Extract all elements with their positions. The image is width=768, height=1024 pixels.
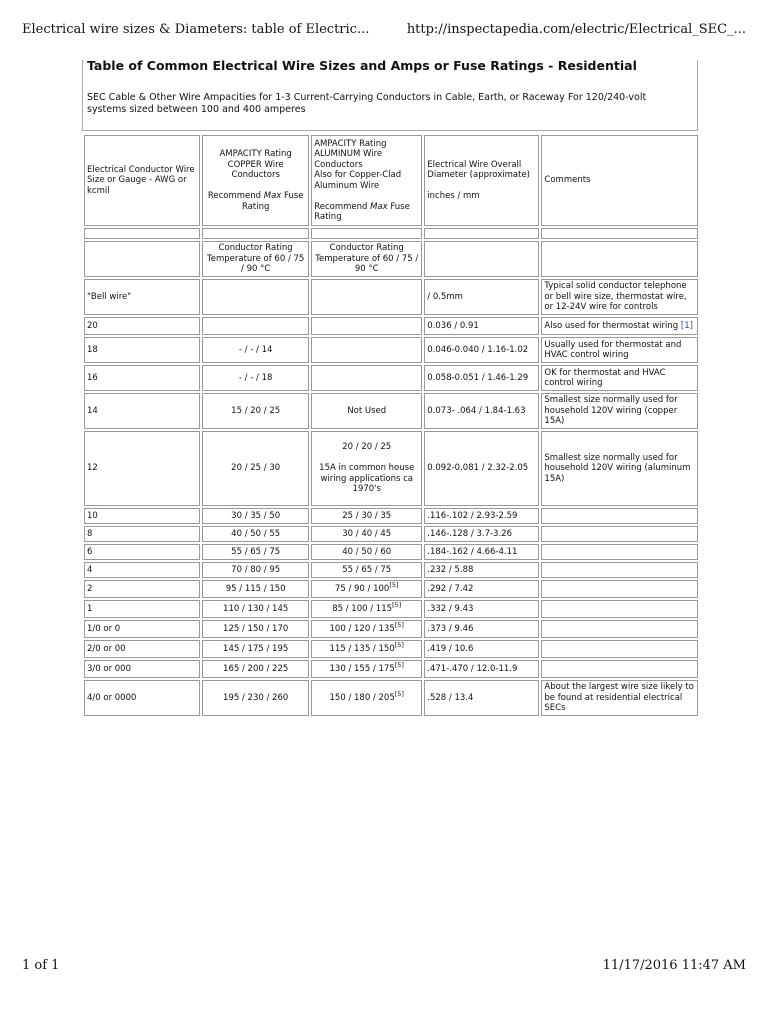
temp-cell-empty: [84, 241, 200, 277]
header-wire-size-label: Electrical Conductor Wire Size or Gauge - AWG or kcmil: [87, 164, 195, 196]
wire-size-cell: [84, 337, 200, 363]
wire-size: 8: [87, 528, 93, 539]
copper-rating-cell: [202, 580, 309, 598]
diameter-cell: [424, 680, 539, 716]
comments-cell: [541, 508, 698, 524]
table-row: [84, 620, 698, 638]
spacer-cell: [202, 228, 309, 239]
aluminum-rating: 100 / 120 / 135: [329, 623, 395, 634]
header-wire-size: [84, 135, 200, 226]
spacer-cell: [311, 228, 422, 239]
aluminum-rating: 130 / 155 / 175: [329, 663, 395, 674]
table-row: [84, 279, 698, 315]
print-footer: [22, 958, 746, 973]
copper-rating: 55 / 65 / 75: [231, 546, 281, 557]
header-aluminum-clad: Also for Copper-Clad Aluminum Wire: [314, 170, 402, 191]
footnote-marker[interactable]: [5]: [394, 689, 404, 698]
table-row: [84, 660, 698, 678]
wire-size: 2: [87, 583, 93, 594]
aluminum-rating-cell: [311, 526, 422, 542]
copper-rating: 15 / 20 / 25: [231, 405, 281, 416]
wire-diameter: .332 / 9.43: [427, 603, 474, 614]
comments-cell: [541, 526, 698, 542]
wire-diameter: 0.046-0.040 / 1.16-1.02: [427, 344, 529, 355]
table-row: [84, 680, 698, 716]
title-frame: [82, 60, 698, 131]
wire-size: 16: [87, 372, 98, 383]
page-count: 1 of 1: [22, 958, 60, 973]
wire-size-cell: [84, 544, 200, 560]
copper-rating: 145 / 175 / 195: [223, 643, 289, 654]
header-diameter-units: inches / mm: [427, 191, 480, 201]
copper-rating-cell: [202, 600, 309, 618]
aluminum-rating: 75 / 90 / 100: [334, 583, 390, 594]
copper-rating: 195 / 230 / 260: [223, 692, 289, 703]
footnote-marker[interactable]: [5]: [394, 660, 404, 669]
wire-comment: Typical solid conductor telephone or bell wire size, thermostat wire, or 12-24V wire for controls: [544, 281, 687, 313]
header-aluminum-pre: Recommend: [314, 201, 371, 212]
wire-comment: Also used for thermostat wiring: [544, 320, 681, 331]
header-aluminum-label: AMPACITY Rating ALUMINUM Wire Conductors: [314, 138, 387, 170]
header-diameter-label: Electrical Wire Overall Diameter (approximate): [427, 159, 530, 180]
aluminum-rating: 55 / 65 / 75: [342, 564, 392, 575]
temp-note-copper: Conductor Rating Temperature of 60 / 75 / 90 °C: [202, 241, 309, 277]
table-row: [84, 431, 698, 506]
footnote-marker[interactable]: [5]: [389, 580, 399, 589]
table-intro: SEC Cable & Other Wire Ampacities for 1-3 Current-Carrying Conductors in Cable, Earth, or Raceway For 120/240-volt systems sized between 100 and 400 amperes: [87, 92, 647, 115]
diameter-cell: [424, 317, 539, 335]
diameter-cell: [424, 508, 539, 524]
table-row: [84, 508, 698, 524]
header-copper: [202, 135, 309, 226]
header-comments: [541, 135, 698, 226]
aluminum-rating-cell: [311, 279, 422, 315]
wire-size: 14: [87, 405, 98, 416]
diameter-cell: [424, 600, 539, 618]
copper-rating-cell: [202, 620, 309, 638]
diameter-cell: [424, 431, 539, 506]
diameter-cell: [424, 526, 539, 542]
wire-size-cell: [84, 393, 200, 429]
wire-comment: Smallest size normally used for household 120V wiring (aluminum 15A): [544, 452, 691, 484]
document-sheet: [82, 60, 698, 736]
table-row: [84, 337, 698, 363]
wire-comment: Usually used for thermostat and HVAC control wiring: [544, 339, 682, 360]
copper-rating-cell: [202, 544, 309, 560]
spacer-cell: [541, 228, 698, 239]
temperature-row: [84, 241, 698, 277]
copper-rating: 70 / 80 / 95: [231, 564, 281, 575]
page-title: Electrical wire sizes & Diameters: table of Electric...: [22, 22, 370, 37]
wire-diameter: .146-.128 / 3.7-3.26: [427, 528, 512, 539]
aluminum-rating-cell: [311, 562, 422, 578]
table-row: [84, 317, 698, 335]
wire-comment: OK for thermostat and HVAC control wiring: [544, 367, 666, 388]
header-copper-max: Max: [263, 191, 282, 201]
table-row: [84, 365, 698, 391]
wire-diameter: .373 / 9.46: [427, 623, 474, 634]
print-header: [22, 22, 746, 37]
wire-size-cell: [84, 317, 200, 335]
aluminum-rating: 20 / 20 / 25: [342, 442, 392, 453]
aluminum-rating-cell: [311, 660, 422, 678]
copper-rating-cell: [202, 640, 309, 658]
aluminum-rating-cell: [311, 600, 422, 618]
wire-size-cell: [84, 431, 200, 506]
header-aluminum-post: Fuse Rating: [314, 201, 410, 222]
print-timestamp: 11/17/2016 11:47 AM: [602, 958, 746, 973]
copper-rating: 40 / 50 / 55: [231, 528, 281, 539]
wire-size-cell: [84, 562, 200, 578]
wire-size-cell: [84, 508, 200, 524]
wire-diameter: .528 / 13.4: [427, 692, 474, 703]
aluminum-rating-cell: [311, 620, 422, 638]
footnote-marker[interactable]: [5]: [394, 620, 404, 629]
comments-cell: [541, 620, 698, 638]
header-aluminum: [311, 135, 422, 226]
wire-diameter: 0.036 / 0.91: [427, 320, 479, 331]
aluminum-rating-cell: [311, 508, 422, 524]
header-row: [84, 135, 698, 226]
comments-cell: [541, 365, 698, 391]
wire-size: "Bell wire": [87, 291, 132, 302]
comments-cell: [541, 600, 698, 618]
comments-cell: [541, 580, 698, 598]
comments-cell: [541, 279, 698, 315]
comments-cell: [541, 680, 698, 716]
copper-rating-cell: [202, 562, 309, 578]
aluminum-rating: 85 / 100 / 115: [332, 603, 393, 614]
wire-size: 6: [87, 546, 93, 557]
copper-rating-cell: [202, 508, 309, 524]
wire-size: 4: [87, 564, 93, 575]
footnote-marker[interactable]: [5]: [392, 600, 402, 609]
wire-diameter: .292 / 7.42: [427, 583, 474, 594]
wire-diameter: .184-.162 / 4.66-4.11: [427, 546, 518, 557]
aluminum-rating: 30 / 40 / 45: [342, 528, 392, 539]
copper-rating: 125 / 150 / 170: [223, 623, 289, 634]
comments-cell: [541, 660, 698, 678]
aluminum-rating-cell: [311, 431, 422, 506]
aluminum-note: 15A in common house wiring applications ca 1970's: [319, 463, 415, 495]
wire-size-cell: [84, 279, 200, 315]
spacer-cell: [424, 228, 539, 239]
wire-diameter: 0.058-0.051 / 1.46-1.29: [427, 372, 529, 383]
copper-rating: 20 / 25 / 30: [231, 463, 281, 474]
comments-cell: [541, 544, 698, 560]
header-comments-label: Comments: [544, 175, 591, 186]
wire-size: 1: [87, 603, 93, 614]
header-aluminum-max: Max: [370, 201, 388, 212]
comments-cell: [541, 431, 698, 506]
copper-rating: 165 / 200 / 225: [223, 663, 289, 674]
copper-rating-cell: [202, 317, 309, 335]
wire-size: 18: [87, 344, 98, 355]
wire-size-table: [82, 133, 698, 718]
table-row: [84, 526, 698, 542]
diameter-cell: [424, 544, 539, 560]
aluminum-rating-cell: [311, 393, 422, 429]
diameter-cell: [424, 620, 539, 638]
wire-size-cell: [84, 580, 200, 598]
aluminum-rating: 40 / 50 / 60: [342, 546, 392, 557]
aluminum-rating-cell: [311, 544, 422, 560]
diameter-cell: [424, 562, 539, 578]
aluminum-rating: 115 / 135 / 150: [329, 643, 395, 654]
table-title: Table of Common Electrical Wire Sizes and Amps or Fuse Ratings - Residential: [87, 60, 637, 73]
aluminum-rating: Not Used: [347, 405, 387, 416]
header-copper-label: AMPACITY Rating COPPER Wire Conductors: [219, 149, 292, 180]
wire-diameter: .471-.470 / 12.0-11.9: [427, 663, 518, 674]
diameter-cell: [424, 365, 539, 391]
copper-rating: 30 / 35 / 50: [231, 510, 281, 521]
reference-link[interactable]: [1]: [680, 320, 693, 331]
diameter-cell: [424, 640, 539, 658]
copper-rating-cell: [202, 279, 309, 315]
diameter-cell: [424, 580, 539, 598]
table-row: [84, 600, 698, 618]
comments-cell: [541, 393, 698, 429]
wire-size: 12: [87, 463, 98, 474]
wire-size: 20: [87, 320, 98, 331]
copper-rating-cell: [202, 526, 309, 542]
wire-size-cell: [84, 680, 200, 716]
copper-rating: 110 / 130 / 145: [223, 603, 289, 614]
wire-size: 1/0 or 0: [87, 623, 121, 634]
copper-rating-cell: [202, 393, 309, 429]
comments-cell: [541, 337, 698, 363]
comments-cell: [541, 317, 698, 335]
wire-rows: [84, 279, 698, 716]
table-row: [84, 640, 698, 658]
wire-size-cell: [84, 620, 200, 638]
wire-diameter: 0.092-0.081 / 2.32-2.05: [427, 463, 529, 474]
copper-rating: - / - / 18: [238, 372, 273, 383]
diameter-cell: [424, 660, 539, 678]
aluminum-rating-cell: [311, 680, 422, 716]
copper-rating-cell: [202, 660, 309, 678]
temp-note-aluminum: Conductor Rating Temperature of 60 / 75 / 90 °C: [311, 241, 422, 277]
wire-diameter: .419 / 10.6: [427, 643, 474, 654]
wire-size: 3/0 or 000: [87, 663, 132, 674]
wire-size-cell: [84, 365, 200, 391]
wire-size-cell: [84, 640, 200, 658]
copper-rating: 95 / 115 / 150: [225, 583, 286, 594]
spacer-cell: [84, 228, 200, 239]
diameter-cell: [424, 393, 539, 429]
copper-rating-cell: [202, 337, 309, 363]
wire-size-cell: [84, 600, 200, 618]
copper-rating: - / - / 14: [238, 344, 273, 355]
comments-cell: [541, 562, 698, 578]
aluminum-rating: 150 / 180 / 205: [329, 692, 395, 703]
wire-diameter: / 0.5mm: [427, 291, 463, 302]
wire-comment: About the largest wire size likely to be found at residential electrical SECs: [544, 682, 694, 713]
comments-cell: [541, 640, 698, 658]
aluminum-rating: 25 / 30 / 35: [342, 510, 392, 521]
footnote-marker[interactable]: [5]: [394, 640, 404, 649]
wire-size: 10: [87, 510, 98, 521]
header-diameter: [424, 135, 539, 226]
wire-size: 2/0 or 00: [87, 643, 126, 654]
aluminum-rating-cell: [311, 580, 422, 598]
copper-rating-cell: [202, 431, 309, 506]
aluminum-rating-cell: [311, 365, 422, 391]
temp-cell-empty: [424, 241, 539, 277]
header-copper-post: Fuse Rating: [241, 191, 304, 212]
aluminum-rating-cell: [311, 317, 422, 335]
wire-size-cell: [84, 526, 200, 542]
table-row: [84, 393, 698, 429]
spacer-row: [84, 228, 698, 239]
wire-comment: Smallest size normally used for household 120V wiring (copper 15A): [544, 395, 678, 427]
wire-diameter: .232 / 5.88: [427, 564, 474, 575]
wire-size-cell: [84, 660, 200, 678]
aluminum-rating-cell: [311, 640, 422, 658]
header-copper-pre: Recommend: [207, 191, 264, 201]
table-row: [84, 580, 698, 598]
wire-diameter: 0.073- .064 / 1.84-1.63: [427, 405, 526, 416]
copper-rating-cell: [202, 365, 309, 391]
aluminum-rating-cell: [311, 337, 422, 363]
diameter-cell: [424, 279, 539, 315]
table-row: [84, 544, 698, 560]
diameter-cell: [424, 337, 539, 363]
temp-cell-empty: [541, 241, 698, 277]
page-url[interactable]: http://inspectapedia.com/electric/Electrical_SEC_...: [406, 22, 746, 37]
wire-size: 4/0 or 0000: [87, 692, 137, 703]
copper-rating-cell: [202, 680, 309, 716]
table-row: [84, 562, 698, 578]
wire-diameter: .116-.102 / 2.93-2.59: [427, 510, 518, 521]
